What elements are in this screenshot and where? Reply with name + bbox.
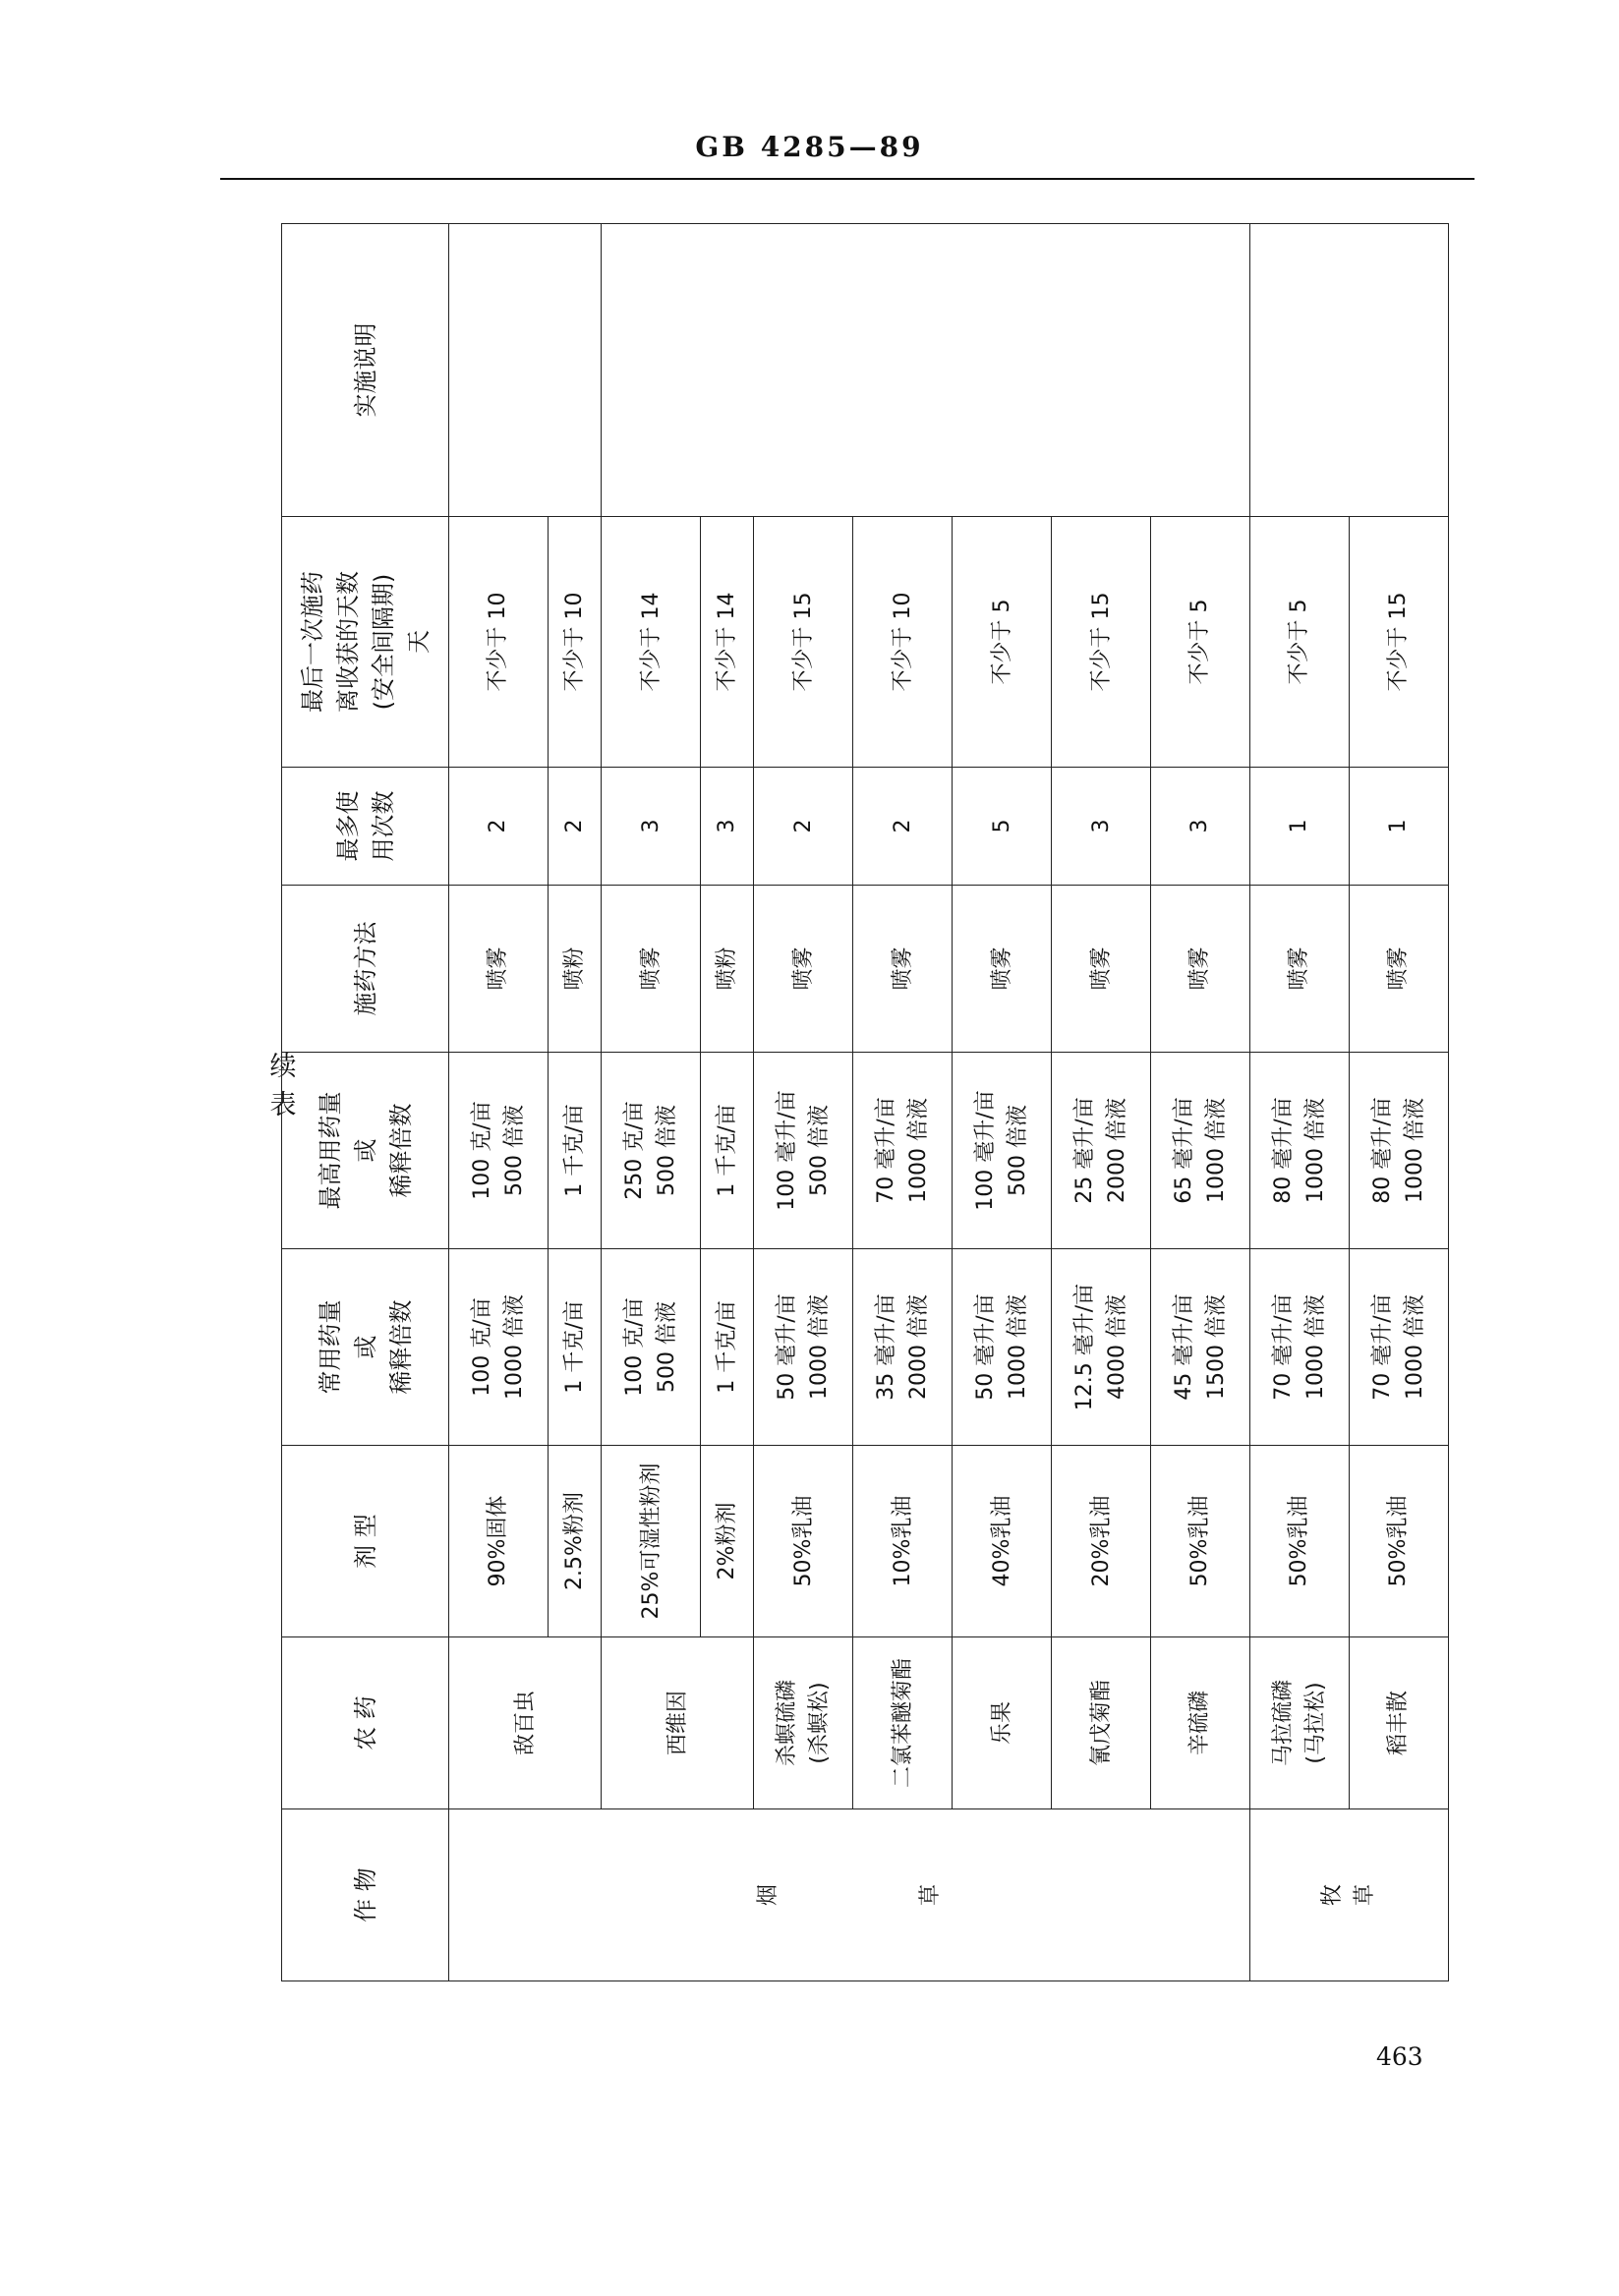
common-dose: 35 毫升/亩 2000 倍液 bbox=[853, 1249, 953, 1446]
max-times: 2 bbox=[853, 768, 953, 886]
safety-interval: 不少于 14 bbox=[701, 517, 754, 768]
header-max-times: 最多使 用次数 bbox=[282, 768, 449, 886]
max-dose: 25 毫升/亩 2000 倍液 bbox=[1052, 1053, 1151, 1249]
safety-interval: 不少于 15 bbox=[1349, 517, 1448, 768]
method: 喷雾 bbox=[449, 886, 549, 1053]
safety-interval: 不少于 5 bbox=[1151, 517, 1250, 768]
common-dose: 50 毫升/亩 1000 倍液 bbox=[754, 1249, 853, 1446]
common-dose: 100 克/亩 1000 倍液 bbox=[449, 1249, 549, 1446]
common-dose: 1 千克/亩 bbox=[701, 1249, 754, 1446]
common-dose: 45 毫升/亩 1500 倍液 bbox=[1151, 1249, 1250, 1446]
method: 喷雾 bbox=[1052, 886, 1151, 1053]
pesticide-name: 西维因 bbox=[602, 1637, 754, 1809]
pesticide-name: 敌百虫 bbox=[449, 1637, 602, 1809]
max-dose: 1 千克/亩 bbox=[548, 1053, 601, 1249]
header-row bbox=[282, 224, 449, 1981]
pesticide-table bbox=[281, 223, 1449, 1981]
safety-interval: 不少于 15 bbox=[754, 517, 853, 768]
safety-interval: 不少于 10 bbox=[449, 517, 549, 768]
method: 喷雾 bbox=[1151, 886, 1250, 1053]
method: 喷雾 bbox=[754, 886, 853, 1053]
pesticide-name: 氰戊菊酯 bbox=[1052, 1637, 1151, 1809]
pesticide-name: 辛硫磷 bbox=[1151, 1637, 1250, 1809]
header-formulation: 剂 型 bbox=[282, 1446, 449, 1637]
crop-tobacco: 烟 草 bbox=[449, 1809, 1250, 1981]
document-code: GB 4285—89 bbox=[695, 131, 924, 163]
safety-interval: 不少于 14 bbox=[602, 517, 701, 768]
max-times: 2 bbox=[449, 768, 549, 886]
header-rule bbox=[220, 178, 1474, 180]
method: 喷雾 bbox=[1249, 886, 1349, 1053]
safety-interval: 不少于 10 bbox=[853, 517, 953, 768]
pesticide-name: 乐果 bbox=[953, 1637, 1052, 1809]
notes-cell bbox=[1249, 224, 1448, 517]
max-dose: 80 毫升/亩 1000 倍液 bbox=[1249, 1053, 1349, 1249]
max-times: 3 bbox=[1151, 768, 1250, 886]
rotated-table-wrapper bbox=[281, 224, 1449, 1981]
pesticide-name: 杀螟硫磷 (杀螟松) bbox=[754, 1637, 853, 1809]
header-pesticide: 农 药 bbox=[282, 1637, 449, 1809]
max-times: 3 bbox=[1052, 768, 1151, 886]
safety-interval: 不少于 10 bbox=[548, 517, 601, 768]
max-dose: 70 毫升/亩 1000 倍液 bbox=[853, 1053, 953, 1249]
max-dose: 100 克/亩 500 倍液 bbox=[449, 1053, 549, 1249]
header-common-dose: 常用药量 或 稀释倍数 bbox=[282, 1249, 449, 1446]
header-max-dose: 最高用药量 或 稀释倍数 bbox=[282, 1053, 449, 1249]
table-row bbox=[602, 224, 701, 1981]
formulation: 50%乳油 bbox=[1349, 1446, 1448, 1637]
safety-interval: 不少于 5 bbox=[953, 517, 1052, 768]
common-dose: 12.5 毫升/亩 4000 倍液 bbox=[1052, 1249, 1151, 1446]
safety-interval: 不少于 15 bbox=[1052, 517, 1151, 768]
max-times: 3 bbox=[602, 768, 701, 886]
notes-cell bbox=[602, 224, 1250, 517]
max-dose: 100 毫升/亩 500 倍液 bbox=[754, 1053, 853, 1249]
header-interval: 最后一次施药 离收获的天数 (安全间隔期) 天 bbox=[282, 517, 449, 768]
method: 喷粉 bbox=[701, 886, 754, 1053]
pesticide-name: 二氯苯醚菊酯 bbox=[853, 1637, 953, 1809]
common-dose: 70 毫升/亩 1000 倍液 bbox=[1249, 1249, 1349, 1446]
max-times: 2 bbox=[754, 768, 853, 886]
common-dose: 70 毫升/亩 1000 倍液 bbox=[1349, 1249, 1448, 1446]
max-times: 1 bbox=[1249, 768, 1349, 886]
common-dose: 100 克/亩 500 倍液 bbox=[602, 1249, 701, 1446]
max-dose: 100 毫升/亩 500 倍液 bbox=[953, 1053, 1052, 1249]
max-dose: 65 毫升/亩 1000 倍液 bbox=[1151, 1053, 1250, 1249]
common-dose: 50 毫升/亩 1000 倍液 bbox=[953, 1249, 1052, 1446]
safety-interval: 不少于 5 bbox=[1249, 517, 1349, 768]
formulation: 50%乳油 bbox=[1151, 1446, 1250, 1637]
common-dose: 1 千克/亩 bbox=[548, 1249, 601, 1446]
formulation: 90%固体 bbox=[449, 1446, 549, 1637]
formulation: 20%乳油 bbox=[1052, 1446, 1151, 1637]
formulation: 25%可湿性粉剂 bbox=[602, 1446, 701, 1637]
formulation: 10%乳油 bbox=[853, 1446, 953, 1637]
notes-cell bbox=[449, 224, 602, 517]
max-dose: 80 毫升/亩 1000 倍液 bbox=[1349, 1053, 1448, 1249]
max-times: 2 bbox=[548, 768, 601, 886]
max-times: 1 bbox=[1349, 768, 1448, 886]
method: 喷雾 bbox=[1349, 886, 1448, 1053]
method: 喷雾 bbox=[853, 886, 953, 1053]
formulation: 50%乳油 bbox=[1249, 1446, 1349, 1637]
method: 喷粉 bbox=[548, 886, 601, 1053]
formulation: 2.5%粉剂 bbox=[548, 1446, 601, 1637]
header-notes: 实施说明 bbox=[282, 224, 449, 517]
formulation: 50%乳油 bbox=[754, 1446, 853, 1637]
formulation: 40%乳油 bbox=[953, 1446, 1052, 1637]
method: 喷雾 bbox=[602, 886, 701, 1053]
header-method: 施药方法 bbox=[282, 886, 449, 1053]
max-dose: 250 克/亩 500 倍液 bbox=[602, 1053, 701, 1249]
table-row bbox=[449, 224, 549, 1981]
crop-forage: 牧 草 bbox=[1249, 1809, 1448, 1981]
table-row bbox=[1249, 224, 1349, 1981]
formulation: 2%粉剂 bbox=[701, 1446, 754, 1637]
max-times: 3 bbox=[701, 768, 754, 886]
pesticide-name: 稻丰散 bbox=[1349, 1637, 1448, 1809]
max-times: 5 bbox=[953, 768, 1052, 886]
pesticide-name: 马拉硫磷 (马拉松) bbox=[1249, 1637, 1349, 1809]
method: 喷雾 bbox=[953, 886, 1052, 1053]
header-crop: 作 物 bbox=[282, 1809, 449, 1981]
page-number: 463 bbox=[1376, 2042, 1423, 2071]
max-dose: 1 千克/亩 bbox=[701, 1053, 754, 1249]
continued-label: 续表 bbox=[269, 1052, 297, 1120]
